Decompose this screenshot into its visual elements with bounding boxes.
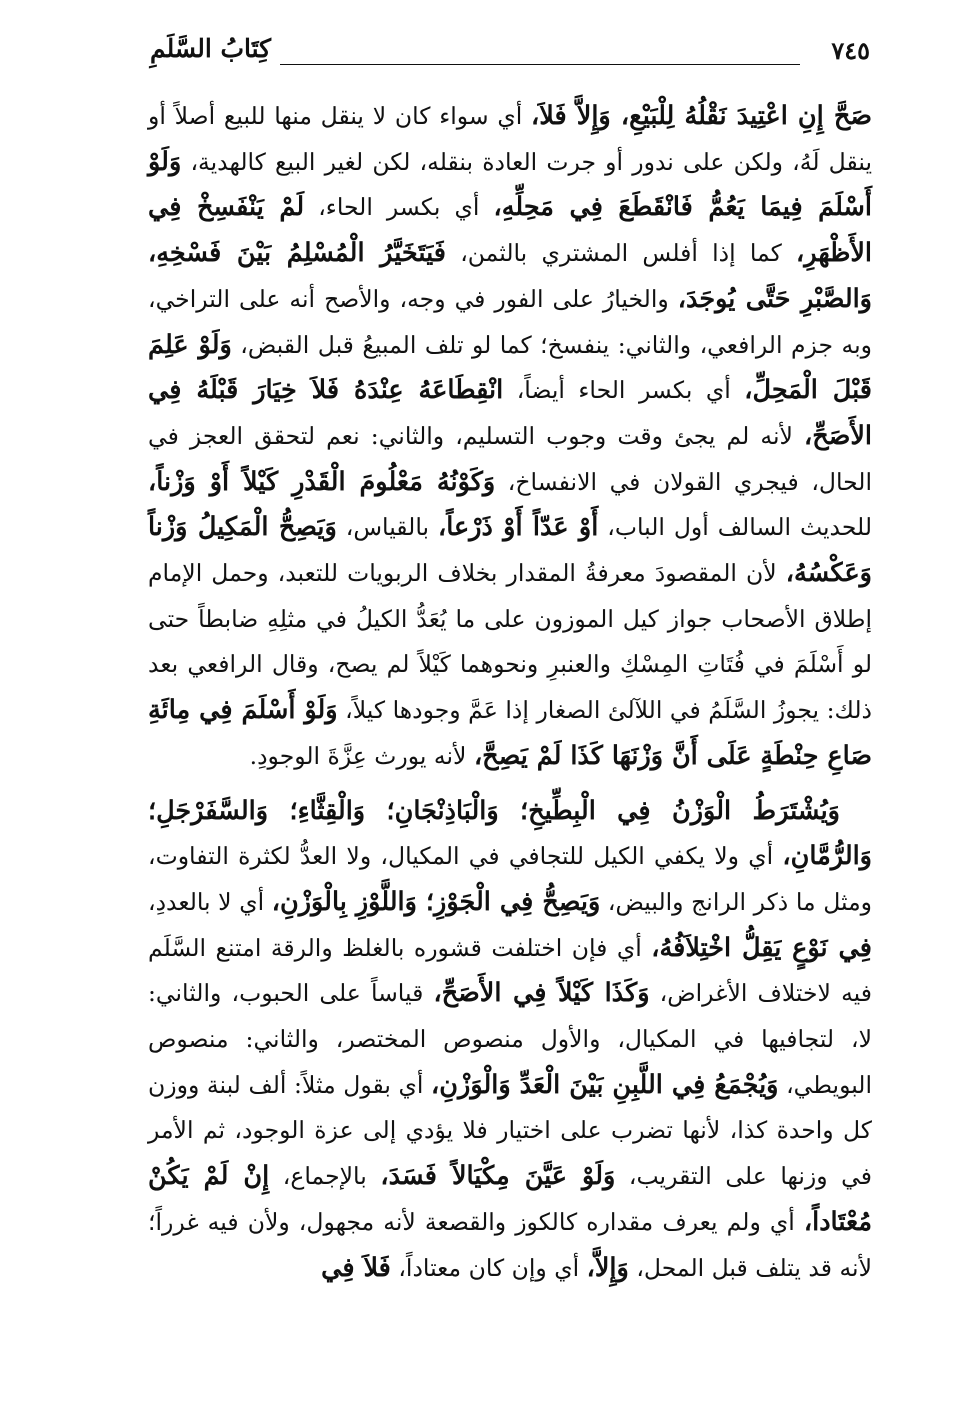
- matn-text: وَيَصِحُّ فِي الْجَوْزِ؛ وَاللَّوْزِ بِالْوَزْنِ،: [271, 886, 601, 917]
- commentary-text: لأنه لم يجئ وقت وجوب التسليم، والثاني: نعم لتحقق العجز في الحال، فيجري القولان في الانفساخ،: [148, 421, 872, 496]
- matn-text: صَحَّ إِنِ اعْتِيدَ نَقْلُهُ لِلْبَيْعِ، وَإِلاَّ فَلاَ،: [531, 101, 872, 131]
- matn-text: فَيَتَخَيَّرُ الْمُسْلِمُ بَيْنَ فَسْخِهِ، وَالصَّبْرِ حَتَّى يُوجَدَ،: [148, 238, 872, 314]
- commentary-text: أي ولا يكفي الكيل للتجافي في المكيال، ولا العدُّ لكثرة التفاوت، ومثل ما ذكر الرانج والبيض،: [148, 842, 873, 916]
- matn-text: لَمْ يَنْفَسِخْ فِي الأَظْهَرِ،: [148, 192, 873, 269]
- matn-text: وَلَوْ عَيَّنَ مِكْيَالاً فَسَدَ،: [380, 1161, 616, 1192]
- matn-text: أَوْ عَدّاً أَوْ ذَرْعاً،: [437, 512, 599, 543]
- commentary-text: أي بكسر الحاء،: [304, 193, 494, 222]
- matn-text: وَيُجْمَعُ فِي اللَّبِنِ بَيْنَ الْعَدِّ وَالْوَزْنِ،: [431, 1069, 779, 1100]
- matn-text: وَكَوْنُهُ مَعْلُومَ الْقَدْرِ كَيْلاً أَوْ وَزْناً،: [148, 466, 496, 497]
- page-number: ٧٤٥: [831, 36, 870, 65]
- commentary-text: قياساً على الحبوب، والثاني: لا، لتجافيها في المكيال، والأول منصوص المختصر، والثاني: منصوص البويطي،: [148, 979, 872, 1099]
- commentary-text: أي بقول مثلاً: ألف لبنة ووزن كل واحدة كذا، لأنها تضرب على اختيار فلا يؤدي إلى عزة الوجود، ثم الأمر في وزنها على التقريب،: [148, 1070, 872, 1191]
- matn-text: وَكَذَا كَيْلاً فِي الأَصَحِّ،: [433, 978, 650, 1009]
- commentary-text: أي فإن اختلفت قشوره بالغلظ والرقة امتنع السَّلَم فيه لاختلاف الأغراض،: [148, 933, 872, 1008]
- commentary-text: لأن المقصودَ معرفةُ المقدار بخلاف الربويات للتعبد، وحمل الإمام إطلاق الأصحاب جواز كيل الموزون على ما يُعَدُّ الكيلُ في مثلِهِ ضابطاً حتى لو أَسْلَمَ في فُتَاتِ المِسْكِ والعنبرِ ونحوهما كَيْلاً لم يصح، وقال الرافعي بعد ذلك: يجوزُ السَّلَمُ في اللآلئ الصغار إذا عَمَّ وجودها كيلاً،: [148, 559, 872, 725]
- matn-text: انْقِطَاعَهُ عِنْدَهُ فَلاَ خِيَارَ قَبْلَهُ فِي الأَصَحِّ،: [148, 375, 872, 451]
- paragraph-1: [148, 94, 872, 780]
- book-title: كِتَابُ السَّلَمِ: [150, 34, 272, 63]
- commentary-text: بالقياس،: [336, 513, 438, 542]
- running-head: [150, 28, 870, 68]
- matn-text: وَإِلاَّ،: [586, 1252, 629, 1283]
- matn-text: وَلَوْ عَلِمَ قَبْلَ الْمَحِلِّ،: [148, 329, 872, 406]
- matn-text: وَلَوْ أَسْلَمَ فِيمَا يَعُمُّ فَانْقَطَعَ فِي مَحِلِّهِ،: [148, 146, 872, 223]
- body-text: [148, 94, 872, 1291]
- commentary-text: أي سواء كان لا ينقل منها للبيع أصلاً أو ينقل لَهُ، ولكن على ندور أو جرت العادة بنقله، لكن لغير البيع كالهدية،: [148, 102, 872, 176]
- commentary-text: أي ولم يعرف مقداره كالكوز والقصعة لأنه مجهول، ولأن فيه غرراً؛ لأنه قد يتلف قبل المحل،: [148, 1207, 872, 1282]
- commentary-text: للحديث السالف أول الباب،: [598, 513, 873, 542]
- matn-text: فَلاَ فِي: [321, 1252, 391, 1283]
- matn-text: وَيُشْتَرَطُ الْوَزْنُ فِي الْبِطِّيخِ؛ وَالْبَاذِنْجَانِ؛ وَالْقِثَّاءِ؛ وَالسَّفَرْجَلِ؛ وَالرُّمَّانِ،: [148, 795, 872, 872]
- matn-text: وَلَوْ أَسْلَمَ فِي مِائَةِ صَاعِ حِنْطَةٍ عَلَى أَنَّ وَزْنَهَا كَذَا لَمْ يَصِحَّ،: [148, 695, 872, 771]
- commentary-text: أي وإن كان معتاداً،: [390, 1253, 587, 1282]
- commentary-text: أي بكسر الحاء أيضاً،: [503, 376, 745, 405]
- commentary-text: بالإجماع،: [269, 1162, 381, 1191]
- commentary-text: لأنه يورث عِزَّةَ الوجودِ.: [249, 741, 474, 770]
- header-rule: [280, 64, 800, 65]
- commentary-text: كما إذا أفلس المشتري بالثمن،: [445, 239, 797, 268]
- matn-text: وَيَصِحُّ الْمَكِيلُ وَزْناً وَعَكْسُهُ،: [148, 512, 872, 589]
- paragraph-2: [148, 789, 872, 1292]
- commentary-text: والخيارُ على الفور في وجه، والأصح أنه على التراخي، وبه جزم الرافعي، والثاني: ينفسخ؛ كما لو تلف المبيعُ قبل القبض،: [148, 284, 872, 359]
- commentary-text: أي لا بالعددِ،: [148, 887, 272, 916]
- matn-text: إِنْ لَمْ يَكُنْ مُعْتَاداً،: [148, 1161, 872, 1237]
- matn-text: فِي نَوْعٍ يَقِلُّ اخْتِلاَفُهُ،: [651, 932, 872, 963]
